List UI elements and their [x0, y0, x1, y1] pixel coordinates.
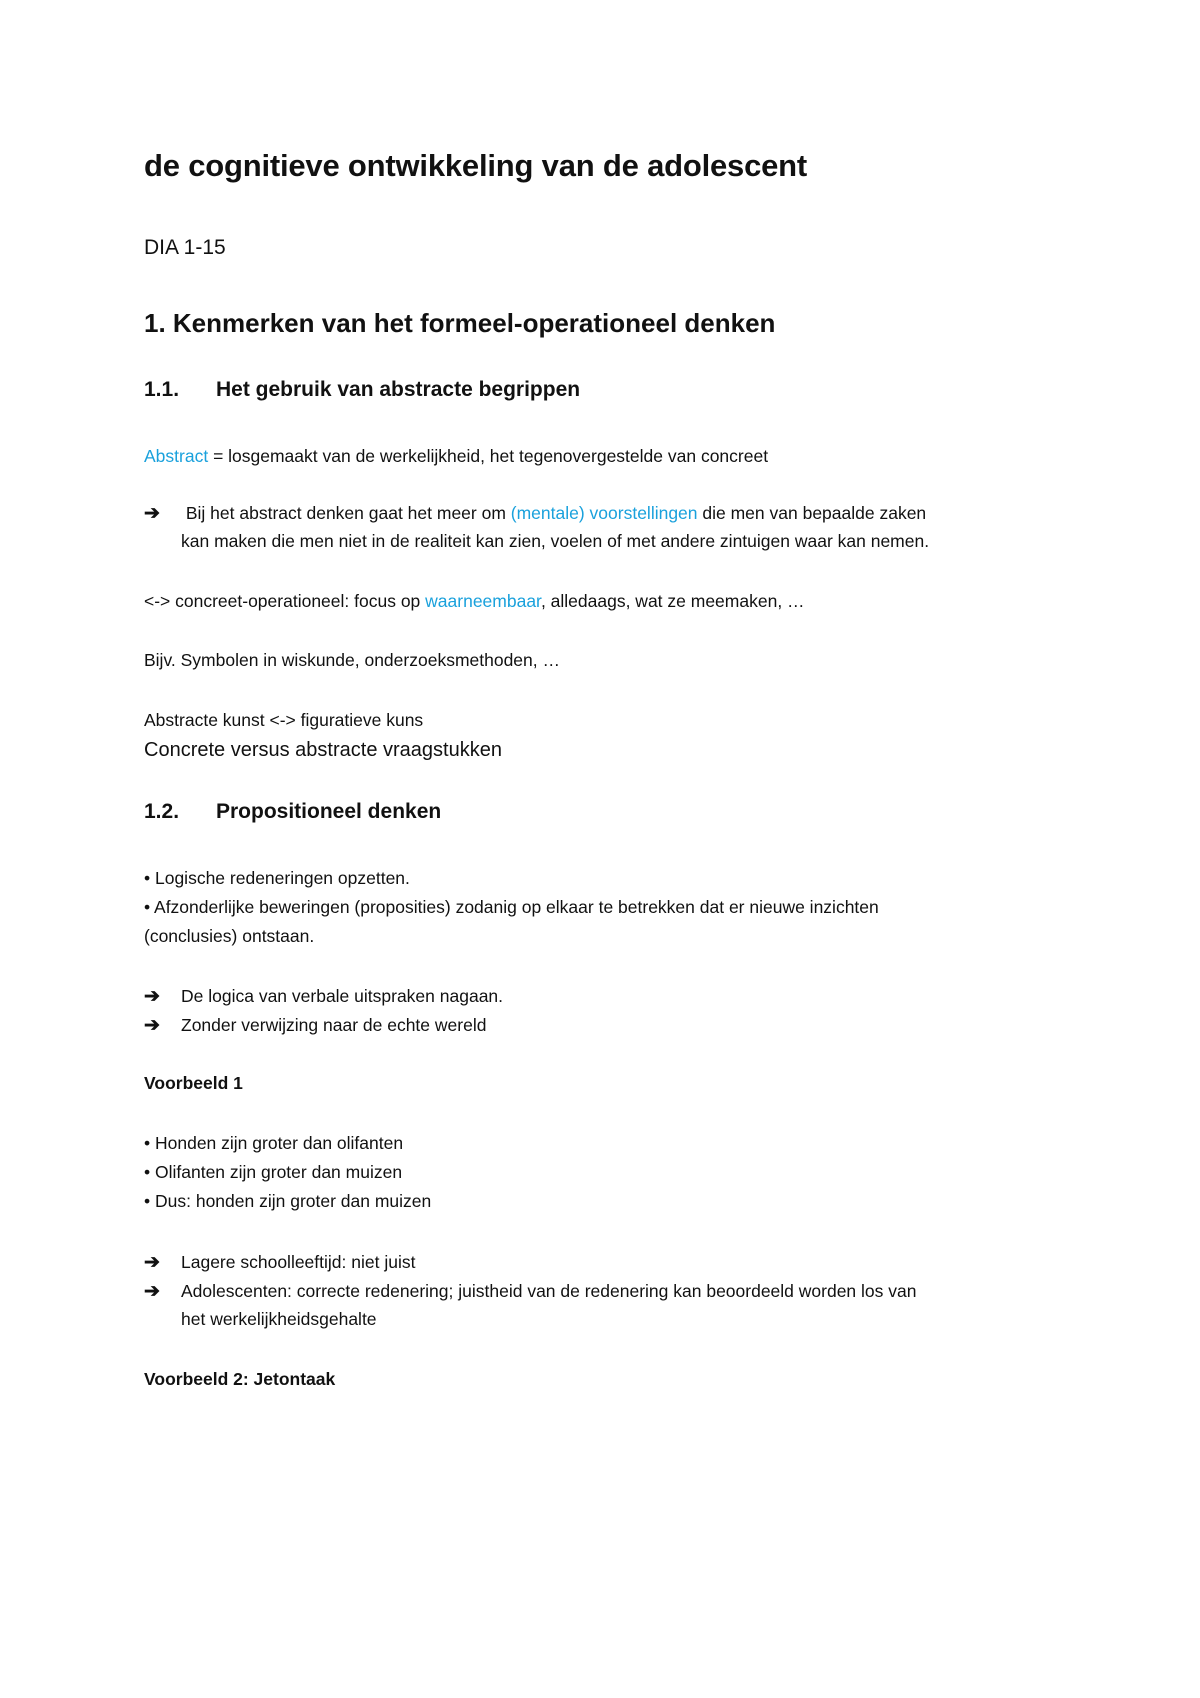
- document-title: de cognitieve ontwikkeling van de adolescent: [144, 148, 808, 183]
- arrow-paragraph-1-line-2: kan maken die men niet in de realiteit kan zien, voelen of met andere zintuigen waar kan nemen.: [181, 531, 930, 551]
- arrow-paragraph-1: [144, 502, 926, 525]
- heading-1: 1. Kenmerken van het formeel-operationeel denken: [144, 308, 776, 338]
- bullet-item: • Afzonderlijke beweringen (proposities) zodanig op elkaar te betrekken dat er nieuwe inzichten: [144, 897, 879, 917]
- concrete-vs-abstract: Concrete versus abstracte vraagstukken: [144, 739, 502, 761]
- highlight-waarneembaar: waarneembaar: [425, 591, 541, 611]
- abstract-definition-text: = losgemaakt van de werkelijkheid, het tegenovergestelde van concreet: [208, 446, 769, 466]
- arrow-item-text: Adolescenten: correcte redenering; juistheid van de redenering kan beoordeeld worden los van: [181, 1281, 917, 1301]
- heading-1-2: [144, 800, 441, 824]
- abstract-definition: [144, 446, 768, 467]
- heading-number: 1.1.: [144, 378, 180, 401]
- highlight-voorstellingen: (mentale) voorstellingen: [510, 503, 698, 523]
- arrow-text-post: die men van bepaalde zaken: [697, 503, 927, 523]
- bullet-item: • Honden zijn groter dan olifanten: [144, 1133, 404, 1153]
- arrow-item: [144, 1280, 916, 1303]
- arrow-item-text: Lagere schoolleeftijd: niet juist: [181, 1252, 416, 1272]
- heading-text: Het gebruik van abstracte begrippen: [216, 378, 581, 401]
- heading-text: Propositioneel denken: [216, 800, 442, 823]
- example-1-heading: Voorbeeld 1: [144, 1073, 243, 1093]
- arrow-item: [144, 1251, 415, 1274]
- arrow-icon: ➔: [144, 1015, 160, 1036]
- bullet-item: • Dus: honden zijn groter dan muizen: [144, 1191, 432, 1211]
- bullet-item: • Olifanten zijn groter dan muizen: [144, 1162, 403, 1182]
- bullet-item-continuation: (conclusies) ontstaan.: [144, 926, 315, 946]
- dia-reference: DIA 1-15: [144, 236, 226, 259]
- contrast-pre: <-> concreet-operationeel: focus op: [144, 591, 426, 611]
- arrow-item-text: De logica van verbale uitspraken nagaan.: [181, 986, 504, 1006]
- contrast-line: [144, 591, 805, 612]
- arrow-item: [144, 1014, 486, 1037]
- heading-number: 1.2.: [144, 800, 180, 823]
- example-2-heading: Voorbeeld 2: Jetontaak: [144, 1369, 336, 1389]
- arrow-text-pre: Bij het abstract denken gaat het meer om: [181, 503, 511, 523]
- arrow-item-text: Zonder verwijzing naar de echte wereld: [181, 1015, 487, 1035]
- art-line: Abstracte kunst <-> figuratieve kuns: [144, 710, 424, 730]
- example-line: Bijv. Symbolen in wiskunde, onderzoeksmethoden, …: [144, 650, 561, 670]
- bullet-item: • Logische redeneringen opzetten.: [144, 868, 410, 888]
- arrow-item-continuation: het werkelijkheidsgehalte: [181, 1309, 377, 1329]
- contrast-post: , alledaags, wat ze meemaken, …: [540, 591, 805, 611]
- arrow-icon: ➔: [144, 1252, 160, 1273]
- arrow-icon: ➔: [144, 986, 160, 1007]
- heading-1-1: [144, 378, 580, 402]
- arrow-icon: ➔: [144, 1281, 160, 1302]
- arrow-item: [144, 985, 503, 1008]
- arrow-icon: ➔: [144, 503, 160, 524]
- abstract-term: Abstract: [144, 446, 209, 466]
